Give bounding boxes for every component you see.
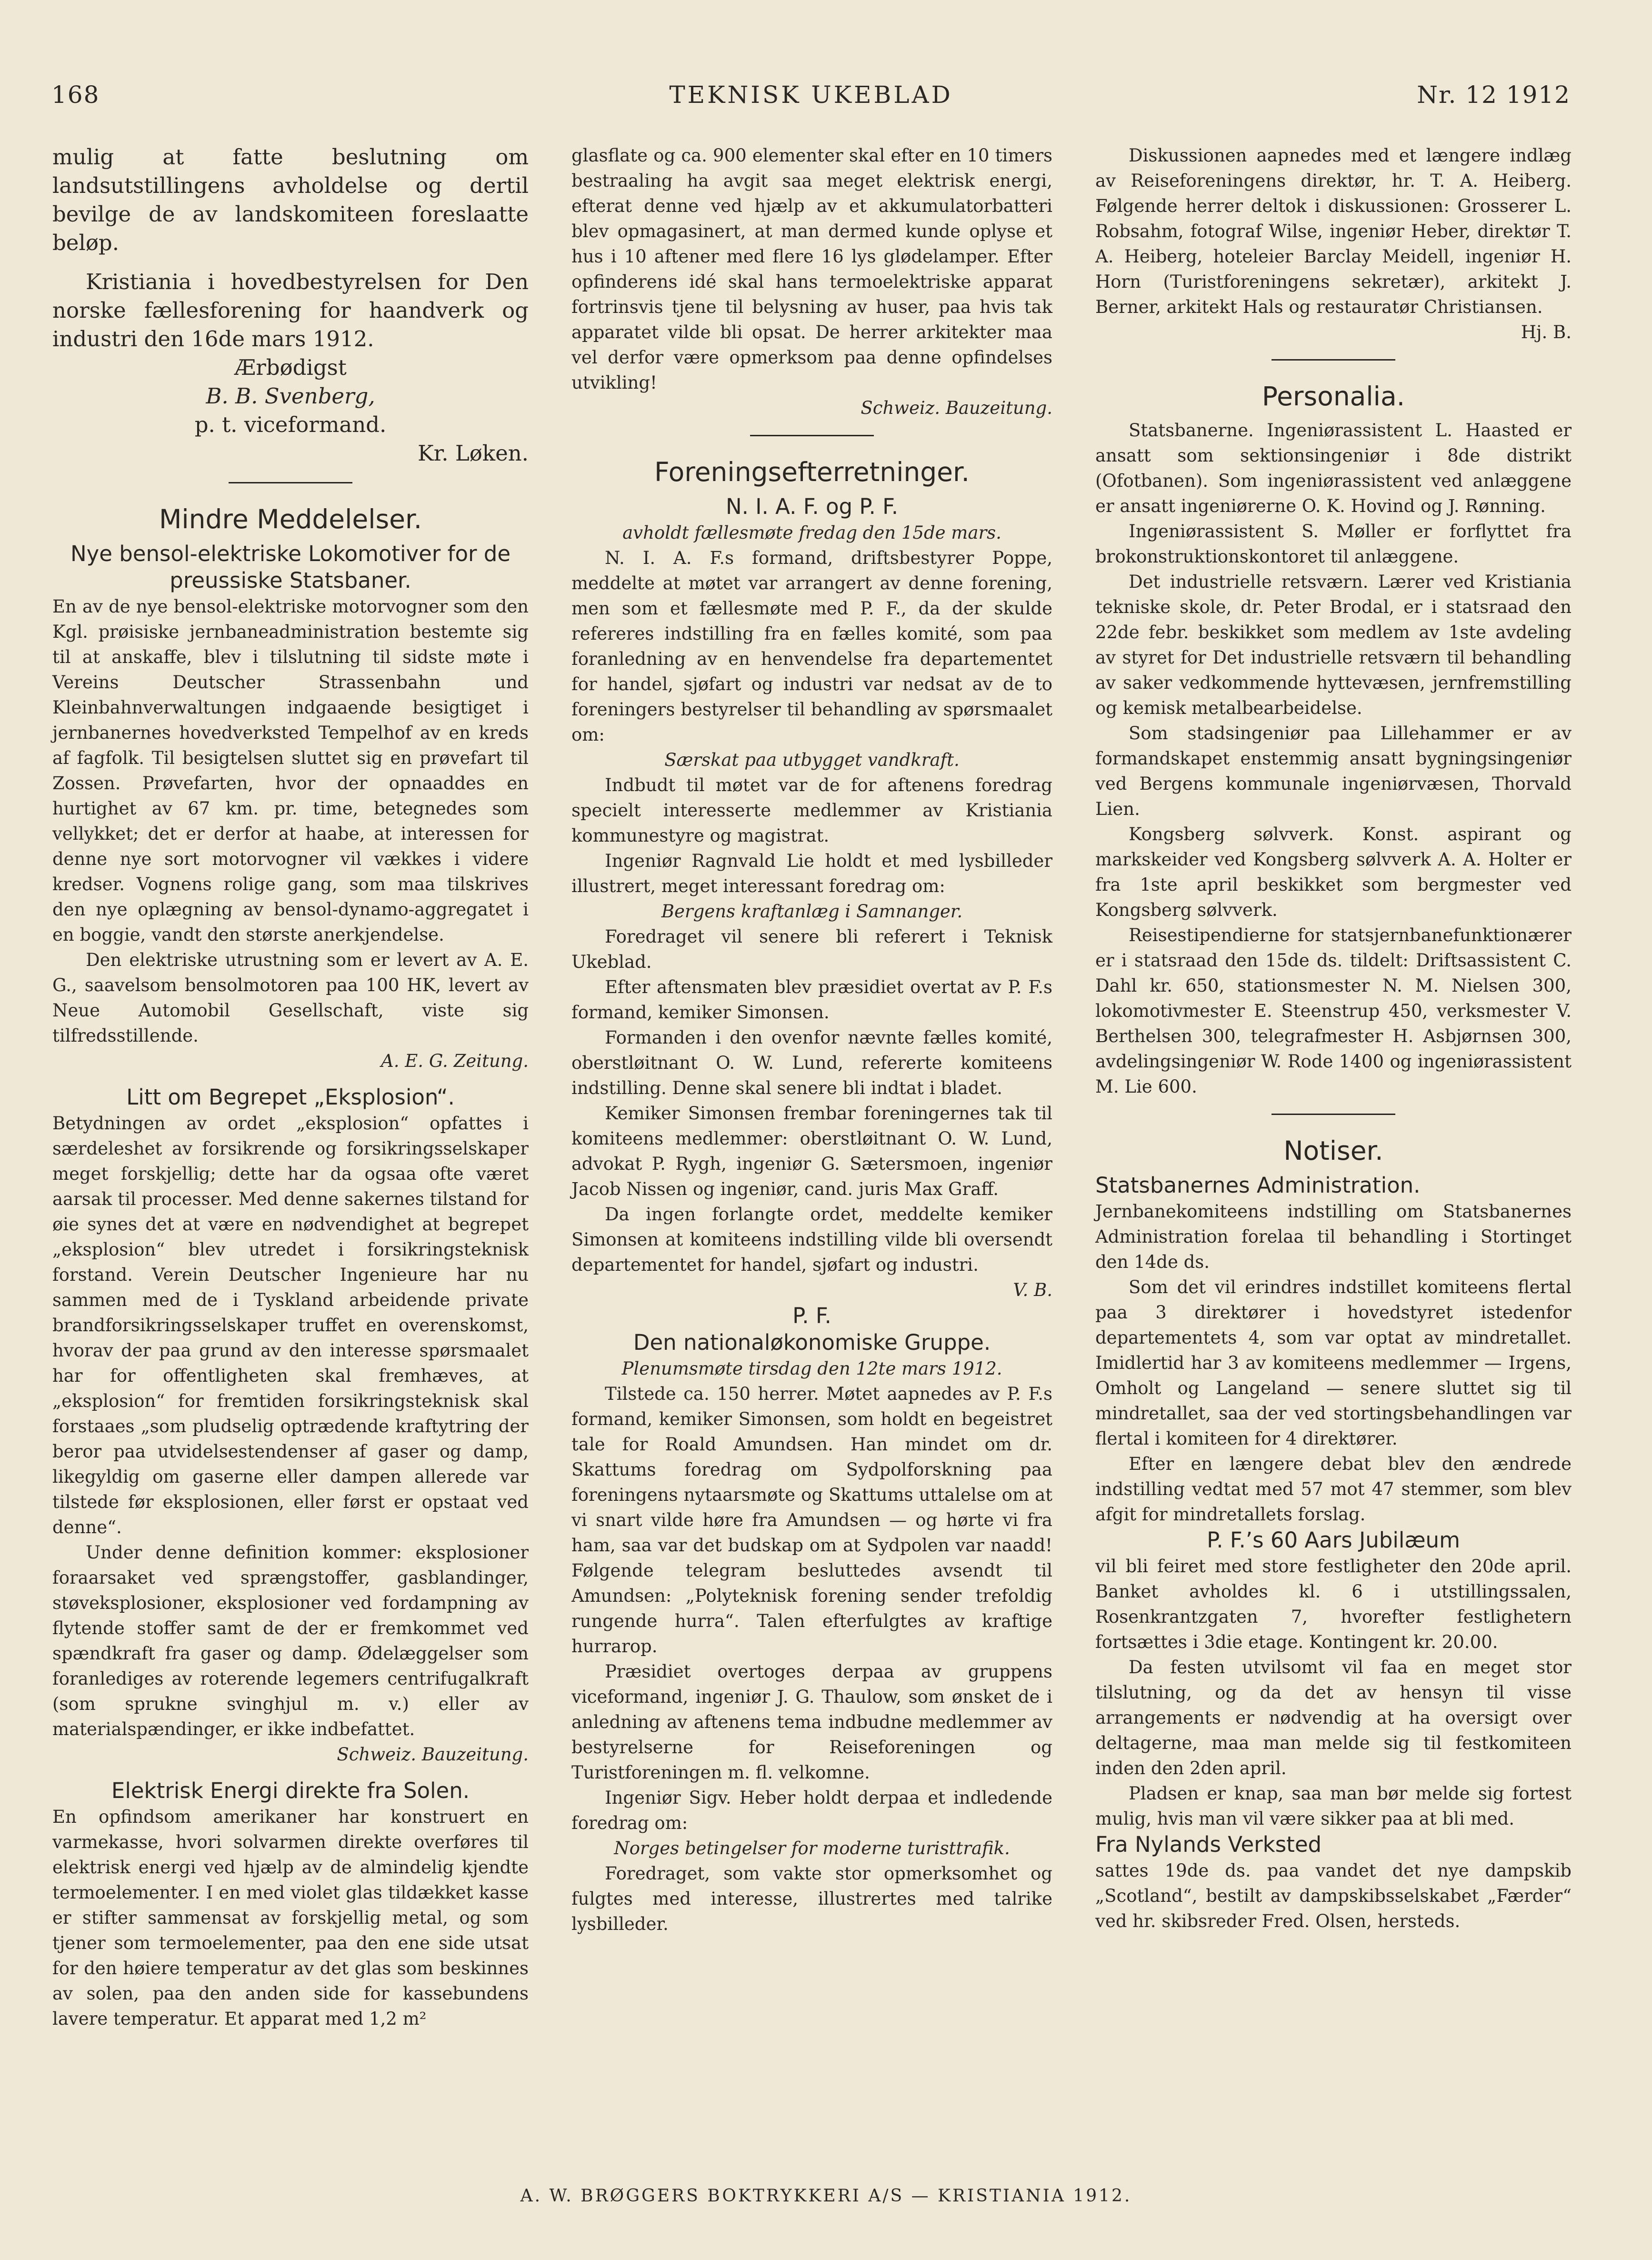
article-title-lokomotiver: Nye bensol-elektriske Lokomotiver for de preussiske Statsbaner. (70, 541, 511, 593)
article-title-eksplosion: Litt om Begrepet „Eksplosion“. (126, 1085, 455, 1110)
article-paragraph: Jernbanekomiteens indstilling om Statsbanernes Administration forelaa til behandling i Stortinget den 14de ds. (1095, 1201, 1572, 1272)
article-paragraph: En av de nye bensol-elektriske motorvogner som den Kgl. prøisiske jernbaneadministration bestemte sig til at anskaffe, blev i tilslutning til sidste møte i Vereins Deutscher Strassenbahn und Kleinbahnverwaltungen indgaaende besigtiget i jernbanernes hovedverksted Tempelhof av en kreds af fagfolk. Til besigtelsen sluttet sig en prøvefart til Zossen. Prøvefarten, hvor der opnaaddes en hurtighet av 67 km. pr. time, betegnedes som vellykket; det er derfor at haabe, at interessen for denne nye sort motorvogner vil vækkes i videre kredser. Vognens rolige gang, som maa tilskrives den nye oplægning av bensol-dynamo-aggregatet i en boggie, vandt den største anerkjendelse. (52, 596, 529, 945)
column-2 (571, 143, 1052, 1937)
personalia-item: Statsbanerne. Ingeniørassistent L. Haasted er ansatt som sektionsingeniør i 8de distrikt (Ofotbanen). Som ingeniørassistent ved anlæggene er ansatt ingeniørerne O. K. Hovind og J. Rønning. (1095, 420, 1572, 516)
article-source: Schweiz. Bauzeitung. (337, 1744, 529, 1765)
signature-title: p. t. viceformand. (194, 412, 387, 437)
divider (229, 482, 352, 483)
article-paragraph: Foredraget, som vakte stor opmerksomhet og fulgtes med interesse, illustrertes med talrike lysbilleder. (571, 1863, 1052, 1934)
article-paragraph: Pladsen er knap, saa man bør melde sig fortest mulig, hvis man vil være sikker paa at bli med. (1095, 1783, 1572, 1829)
letter-place: Kristiania i hovedbestyrelsen for Den norske fællesforening for haandverk og industri den 16de mars 1912. (52, 269, 529, 352)
printer-footer: A. W. BRØGGERS BOKTRYKKERI A/S — KRISTIANIA 1912. (520, 2186, 1132, 2206)
section-title-personalia: Personalia. (1262, 381, 1405, 412)
topic-line: Bergens kraftanlæg i Samnanger. (661, 901, 963, 922)
article-paragraph: Efter en længere debat blev den ændrede indstilling vedtat med 57 mot 47 stemmer, som blev afgit for mindretallets forslag. (1095, 1454, 1572, 1525)
article-title-energi: Elektrisk Energi direkte fra Solen. (111, 1778, 470, 1803)
personalia-item: Det industrielle retsværn. Lærer ved Kristiania tekniske skole, dr. Peter Brodal, er i statsraad den 22de febr. beskikket som medlem av 1ste avdeling av styret for Det industrielle retsværn til behandling av saker vedkommende hyttevæsen, jernfremstilling og kemisk metalbearbeidelse. (1095, 572, 1572, 718)
signature-name: B. B. Svenberg, (206, 383, 375, 409)
personalia-item: Som stadsingeniør paa Lillehammer er av formandskapet enstemmig ansatt bygningsingeniør ved Bergens kommunale ingeniørvæsen, Thorvald Lien. (1095, 723, 1572, 819)
notice-title: Fra Nylands Verksted (1095, 1832, 1322, 1857)
article-paragraph: Formanden i den ovenfor nævnte fælles komité, oberstløitnant O. W. Lund, refererte komiteens indstilling. Denne skal senere bli indtat i bladet. (571, 1027, 1052, 1098)
signature: Hj. B. (1521, 322, 1572, 342)
notice-title: Statsbanernes Administration. (1095, 1173, 1421, 1198)
article-paragraph: Ingeniør Ragnvald Lie holdt et med lysbilleder illustrert, meget interessant foredrag om: (571, 851, 1052, 896)
article-paragraph: Ingeniør Sigv. Heber holdt derpaa et indledende foredrag om: (571, 1788, 1052, 1833)
topic-line: Særskat paa utbygget vandkraft. (664, 750, 960, 770)
divider (1272, 1114, 1395, 1115)
regards: Ærbødigst (234, 355, 347, 380)
signature: V. B. (1013, 1280, 1052, 1300)
article-paragraph: Indbudt til møtet var de for aftenens foredrag specielt interesserte medlemmer av Kristiania kommunestyre og magistrat. (571, 775, 1052, 846)
pf-title: P. F. (792, 1303, 831, 1328)
pf-group-title: Den nationaløkonomiske Gruppe. (633, 1330, 991, 1355)
page-number: 168 (51, 81, 100, 109)
section-title-mindre: Mindre Meddelelser. (159, 504, 422, 534)
divider (1272, 359, 1395, 361)
article-paragraph: Betydningen av ordet „eksplosion“ opfattes i særdeleshet av forsikrende og forsikringsselskaper meget forskjellig; dette har da ogsaa ofte været aarsak til processer. Med denne sakernes tilstand for øie synes det at være en nødvendighet at begrepet „eksplosion“ blev utredet i forsikringsteknisk forstand. Verein Deutscher Ingenieure har nu sammen med de i Tyskland arbeidende private brandforsikringsselskaper truffet en overenskomst, hvorav der paa grund av den interesse spørsmaalet har for offentligheten skal fremhæves, at „eksplosion“ for fremtiden forsikringsteknisk skal forstaaes „som pludselig optrædende kraftytring der beror paa utvidelsestendenser af gaser og damp, likegyldig om gaserne eller dampen allerede var tilstede før eksplosionen, eller først er opstaat ved denne“. (52, 1113, 529, 1537)
section-title-notiser: Notiser. (1283, 1135, 1383, 1166)
journal-title: TEKNISK UKEBLAD (669, 81, 953, 109)
article-paragraph: En opfindsom amerikaner har konstruert en varmekasse, hvori solvarmen direkte overføres til elektrisk energi ved hjælp av de almindelig kjendte termoelementer. I en med violet glas tildækket kasse er stifter sammensat av forskjellig metal, og som tjener som termoelementer, paa den ene side utsat for den høiere temperatur av det glas som beskinnes av solen, paa den anden side for kassebundens lavere temperatur. Et apparat med 1,2 m² (52, 1807, 529, 2029)
article-source: A. E. G. Zeitung. (381, 1051, 529, 1071)
section-title-foreninger: Foreningsefterretninger. (654, 457, 970, 487)
article-paragraph: N. I. A. F.s formand, driftsbestyrer Poppe, meddelte at møtet var arrangert av denne forening, men som et fællesmøte med P. F., da der skulde refereres indstilling fra en fælles komité, som paa foranledning av en henvendelse fra departementet for handel, sjøfart og industri var nedsat av de to foreningers bestyrelser til behandling av spørsmaalet om: (571, 548, 1052, 745)
article-paragraph: vil bli feiret med store festligheter den 20de april. Banket avholdes kl. 6 i utstillingssalen, Rosenkrantzgaten 7, hvorefter festlighetern fortsættes i 3die etage. Kontingent kr. 20.00. (1095, 1556, 1572, 1652)
issue-number: Nr. 12 1912 (1417, 81, 1571, 109)
divider (750, 435, 874, 436)
article-paragraph: sattes 19de ds. paa vandet det nye dampskib „Scotland“, bestilt av dampskibsselskabet „Færder“ ved hr. skibsreder Fred. Olsen, hersteds. (1095, 1860, 1572, 1931)
niaf-title: N. I. A. F. og P. F. (725, 494, 899, 519)
signature-second: Kr. Løken. (418, 441, 529, 466)
topic-line: Norges betingelser for moderne turisttrafik. (614, 1838, 1010, 1858)
personalia-item: Kongsberg sølvverk. Konst. aspirant og markskeider ved Kongsberg sølvverk A. A. Holter er fra 1ste april beskikket som bergmester ved Kongsberg sølvverk. (1095, 824, 1572, 920)
intro-paragraph: mulig at fatte beslutning om landsutstillingens avholdelse og dertil bevilge de av landskomiteen foreslaatte beløp. (52, 144, 529, 255)
article-paragraph: Kemiker Simonsen frembar foreningernes tak til komiteens medlemmer: oberstløitnant O. W. Lund, advokat P. Rygh, ingeniør G. Sætersmoen, ingeniør Jacob Nissen og ingeniør, cand. juris Max Graff. (571, 1103, 1052, 1199)
article-paragraph: Som det vil erindres indstillet komiteens flertal paa 3 direktører i hovedstyret istedenfor departementets 4, som var optat av mindretallet. Imidlertid har 3 av komiteens medlemmer — Irgens, Omholt og Langeland — senere sluttet sig til mindretallet, saa der ved stortingsbehandlingen var flertal i komiteen for 4 direktører. (1095, 1277, 1572, 1449)
column-3 (1095, 143, 1572, 1934)
article-paragraph: Diskussionen aapnedes med et længere indlæg av Reiseforeningens direktør, hr. T. A. Heiberg. Følgende herrer deltok i diskussionen: Grosserer L. Robsahm, fotograf Wilse, ingeniør Heber, direktør T. A. Heiberg, hoteleier Barclay Meidell, ingeniør H. Horn (Turistforeningens sekretær), arkitekt J. Berner, arkitekt Hals og restauratør Christiansen. (1095, 145, 1572, 317)
article-paragraph: Da ingen forlangte ordet, meddelte kemiker Simonsen at komiteens indstilling vilde bli oversendt departementet for handel, sjøfart og industri. (571, 1204, 1052, 1275)
article-paragraph: Præsidiet overtoges derpaa av gruppens viceformand, ingeniør J. G. Thaulow, som ønsket de i anledning av aftenens tema indbudne medlemmer av bestyrelserne for Reiseforeningen og Turistforeningen m. fl. velkomne. (571, 1661, 1052, 1783)
article-paragraph: Da festen utvilsomt vil faa en meget stor tilslutning, og da det av hensyn til visse arrangements er nødvendig at ha oversigt over deltagerne, maa man melde sig til festkomiteen inden den 2den april. (1095, 1657, 1572, 1778)
niaf-subtitle: avholdt fællesmøte fredag den 15de mars. (622, 522, 1001, 543)
column-1 (52, 143, 529, 2031)
personalia-item: Reisestipendierne for statsjernbanefunktionærer er i statsraad den 15de ds. tildelt: Driftsassistent C. Dahl kr. 650, stationsmester N. M. Nielsen 300, lokomotivmester E. Steenstrup 450, verksmester V. Berthelsen 300, telegrafmester H. Asbjørnsen 300, avdelingsingeniør W. Rode 1400 og ingeniørassistent M. Lie 600. (1095, 925, 1572, 1097)
article-paragraph: glasflate og ca. 900 elementer skal efter en 10 timers bestraaling ha avgit saa meget elektrisk energi, efterat denne ved hjælp av et akkumulatorbatteri blev opmagasinert, at man dermed kunde oplyse et hus i 10 aftener med flere 16 lys glødelamper. Efter opfinderens idé skal hans termoelektriske apparat fortrinsvis tjene til belysning av huser, paa hvis tak apparatet vilde bli opsat. De herrer arkitekter maa vel derfor være opmerksom paa denne opfindelses utvikling! (571, 145, 1052, 393)
article-paragraph: Efter aftensmaten blev præsidiet overtat av P. F.s formand, kemiker Simonsen. (571, 977, 1052, 1023)
article-source: Schweiz. Bauzeitung. (861, 398, 1052, 418)
article-paragraph: Foredraget vil senere bli referert i Teknisk Ukeblad. (571, 926, 1052, 972)
notice-title: P. F.’s 60 Aars Jubilæum (1207, 1527, 1460, 1553)
article-paragraph: Tilstede ca. 150 herrer. Møtet aapnedes av P. F.s formand, kemiker Simonsen, som holdt en begeistret tale for Roald Amundsen. Han mindet om dr. Skattums foredrag om Sydpolforskning paa foreningens nytaarsmøte og Skattums uttalelse om at vi snart vilde høre fra Amundsen — og hørte vi fra ham, saa var det budskap om at Sydpolen var naadd! Følgende telegram besluttedes avsendt til Amundsen: „Polyteknisk forening sender trefoldig rungende hurra“. Talen efterfulgtes av kraftige hurrarop. (571, 1384, 1052, 1657)
pf-meeting: Plenumsmøte tirsdag den 12te mars 1912. (621, 1358, 1002, 1379)
personalia-item: Ingeniørassistent S. Møller er forflyttet fra brokonstruktionskontoret til anlæggene. (1095, 521, 1572, 567)
page-header (51, 81, 1571, 119)
article-paragraph: Den elektriske utrustning som er levert av A. E. G., saavelsom bensolmotoren paa 100 HK, levert av Neue Automobil Gesellschaft, viste sig tilfredsstillende. (52, 950, 529, 1046)
article-paragraph: Under denne definition kommer: eksplosioner foraarsaket ved sprængstoffer, gasblandinger, støveksplosioner, eksplosioner ved fordampning av flytende stoffer samt de der er fremkommet ved spændkraft fra gaser og damp. Ødelæggelser som foranlediges av roterende legemers centrifugalkraft (som sprukne svinghjul m. v.) eller av materialspændinger, er ikke indbefattet. (52, 1542, 529, 1739)
